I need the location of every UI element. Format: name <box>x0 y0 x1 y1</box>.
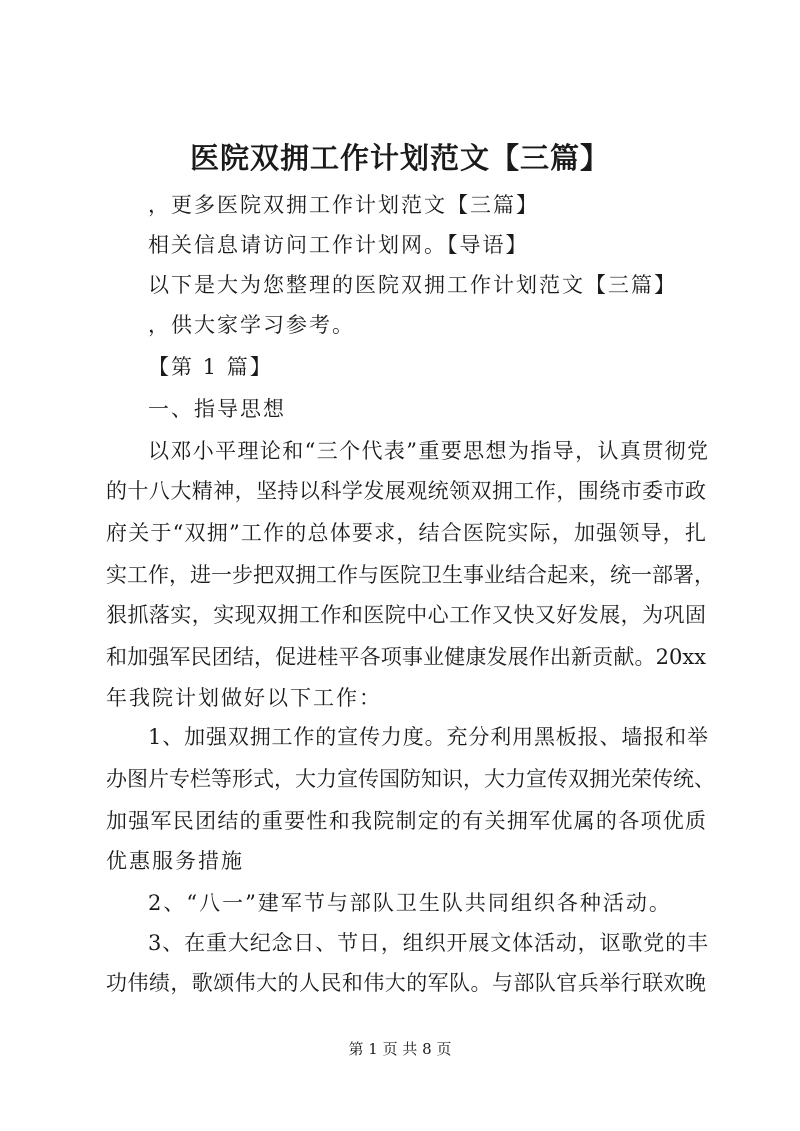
document-title: 医院双拥工作计划范文【三篇】 <box>189 141 610 175</box>
intro-line-1: ，更多医院双拥工作计划范文【三篇】 <box>148 193 539 217</box>
page-footer: 第 1 页 共 8 页 <box>348 1040 452 1058</box>
list-item-1-line: 1、加强双拥工作的宣传力度。充分利用黑板报、墙报和举 <box>148 725 708 749</box>
list-item-1-line: 加强军民团结的重要性和我院制定的有关拥军优属的各项优质 <box>106 809 706 833</box>
paragraph-line: 年我院计划做好以下工作： <box>106 686 382 710</box>
intro-line-2: 相关信息请访问工作计划网。【导语】 <box>148 233 529 257</box>
section-heading: 【第 1 篇】 <box>148 355 273 379</box>
list-item-1-line: 办图片专栏等形式，大力宣传国防知识，大力宣传双拥光荣传统、 <box>106 767 715 791</box>
list-item-3-line: 3、在重大纪念日、节日，组织开展文体活动，讴歌党的丰 <box>148 931 708 955</box>
intro-line-4: ，供大家学习参考。 <box>148 313 355 337</box>
list-item-2: 2、“八一”建军节与部队卫生队共同组织各种活动。 <box>148 891 672 915</box>
list-item-1-line: 优惠服务措施 <box>106 849 244 873</box>
intro-line-3: 以下是大为您整理的医院双拥工作计划范文【三篇】 <box>148 273 677 297</box>
paragraph-line: 狠抓落实，实现双拥工作和医院中心工作又快又好发展，为巩固 <box>106 603 706 627</box>
paragraph-line: 的十八大精神，坚持以科学发展观统领双拥工作，围绕市委市政 <box>106 479 706 503</box>
paragraph-line: 实工作，进一步把双拥工作与医院卫生事业结合起来，统一部署， <box>106 563 715 587</box>
paragraph-line: 府关于“双拥”工作的总体要求，结合医院实际，加强领导，扎 <box>106 521 706 545</box>
paragraph-line: 和加强军民团结，促进桂平各项事业健康发展作出新贡献。20xx <box>106 645 706 669</box>
subheading-guiding-thought: 一、指导思想 <box>148 397 286 421</box>
list-item-3-line: 功伟绩，歌颂伟大的人民和伟大的军队。与部队官兵举行联欢晚 <box>106 971 706 995</box>
paragraph-line: 以邓小平理论和“三个代表”重要思想为指导，认真贯彻党 <box>148 439 708 463</box>
